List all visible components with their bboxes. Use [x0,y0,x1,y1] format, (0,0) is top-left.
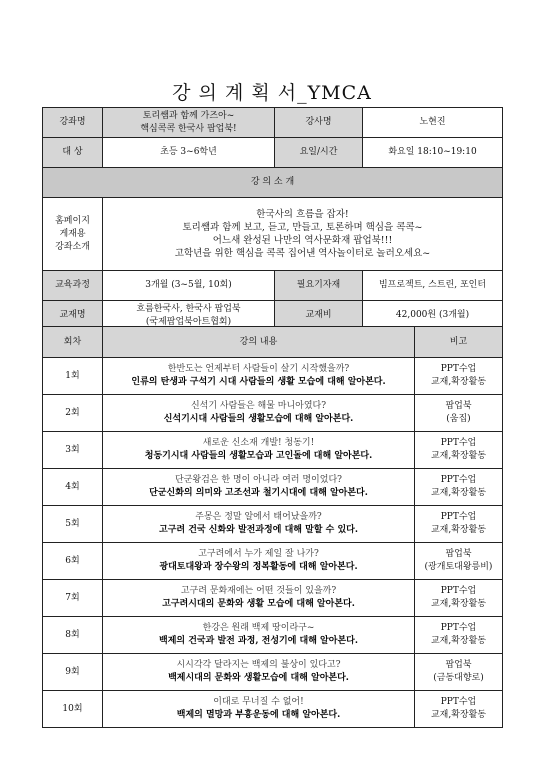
lecture-row [43,358,503,395]
lecture-content [103,432,415,469]
lecture-question: 단군왕검은 한 명이 아니라 여러 명이었다? [175,475,342,485]
lecture-question: 한강은 원래 백제 땅이라구~ [202,623,315,633]
textbook-label: 교재명 [43,301,103,331]
lecture-note: PPT수업 교재,확장활동 [415,506,503,543]
lecture-note-header: 비고 [415,327,503,358]
lecture-objective: 인류의 탄생과 구석기 시대 사람들의 생활 모습에 대해 알아본다. [131,377,386,387]
lecture-content [103,469,415,506]
lecture-question: 주몽은 정말 알에서 태어났을까? [195,512,322,522]
lecture-note: PPT수업 교재,확장활동 [415,358,503,395]
lecture-content [103,691,415,728]
lecture-objective: 고구려시대의 문화와 생활 모습에 대해 알아본다. [162,599,355,609]
teacher-value: 노현진 [363,108,503,138]
lecture-content [103,358,415,395]
lecture-num: 7회 [43,580,103,617]
lecture-content [103,543,415,580]
lecture-question: 고구려 문화재에는 어떤 것들이 있을까? [180,586,337,596]
lecture-num: 10회 [43,691,103,728]
lecture-schedule-table [42,326,503,728]
fee-label: 교재비 [275,301,363,331]
lecture-row [43,469,503,506]
lecture-content [103,580,415,617]
time-value: 화요일 18:10~19:10 [363,138,503,168]
material-label: 필요기자재 [275,271,363,301]
target-label: 대 상 [43,138,103,168]
lecture-row [43,691,503,728]
lecture-row [43,654,503,691]
lecture-content [103,617,415,654]
lecture-objective: 신석기시대 사람들의 생활모습에 대해 알아본다. [163,414,354,424]
lecture-objective: 단군신화의 의미와 고조선과 철기시대에 대해 알아본다. [149,488,368,498]
lecture-question: 한반도는 언제부터 사람들이 살기 시작했을까? [167,364,350,374]
teacher-label: 강사명 [275,108,363,138]
lecture-question: 이대로 무너질 수 없어! [213,697,304,707]
time-label: 요일/시간 [275,138,363,168]
lecture-note: PPT수업 교재,확장활동 [415,432,503,469]
course-name-label: 강좌명 [43,108,103,138]
lecture-objective: 백제의 건국과 발전 과정, 전성기에 대해 알아본다. [159,636,358,646]
lecture-note: PPT수업 교재,확장활동 [415,691,503,728]
lecture-content-header: 강의 내용 [103,327,415,358]
lecture-objective: 광대토대왕과 장수왕의 정복활동에 대해 알아본다. [159,562,358,572]
page-title: 강 의 계 획 서_YMCA [172,82,372,104]
material-value: 빔프로젝트, 스트린, 포인터 [363,271,503,301]
intro-label: 홈페이지 게재용 강좌소개 [43,198,103,271]
intro-section-header: 강 의 소 개 [43,168,503,198]
fee-value: 42,000원 (3개월) [363,301,503,331]
lecture-note: 팝업북 (움집) [415,395,503,432]
lecture-note: PPT수업 교재,확장활동 [415,469,503,506]
textbook-value: 흐름한국사, 한국사 팝업북 (국제팝업북아트협회) [103,301,275,331]
lecture-note: 팝업북 (금동대향로) [415,654,503,691]
lecture-content [103,506,415,543]
lecture-row [43,395,503,432]
lecture-num: 3회 [43,432,103,469]
lecture-row [43,617,503,654]
lecture-num: 6회 [43,543,103,580]
lecture-num-header: 회차 [43,327,103,358]
lecture-content [103,395,415,432]
lecture-objective: 백제의 멸망과 부흥운동에 대해 알아본다. [176,710,341,720]
lecture-row [43,543,503,580]
lecture-plan-table [42,107,503,331]
lecture-num: 8회 [43,617,103,654]
lecture-note: 팝업북 (광개토대왕릉비) [415,543,503,580]
lecture-objective: 고구려 건국 신화와 발전과정에 대해 말할 수 있다. [159,525,358,535]
target-value: 초등 3~6학년 [103,138,275,168]
period-value: 3개월 (3~5월, 10회) [103,271,275,301]
lecture-row [43,580,503,617]
period-label: 교육과정 [43,271,103,301]
lecture-note: PPT수업 교재,확장활동 [415,617,503,654]
lecture-num: 4회 [43,469,103,506]
lecture-note: PPT수업 교재,확장활동 [415,580,503,617]
lecture-question: 고구려에서 누가 제일 잘 나가? [198,549,319,559]
lecture-row [43,506,503,543]
lecture-question: 신석기 사람들은 해물 마니아였다? [190,401,327,411]
intro-text: 한국사의 흐름을 잡자! 토리쌤과 함께 보고, 듣고, 만들고, 토론하며 핵심을 콕콕~ 어느새 완성된 나만의 역사문화재 팝업북!!! 고학년을 위한 핵심을 콕콕 집어낸 역사놀이터로 놀러오세요~ [103,198,503,271]
lecture-num: 2회 [43,395,103,432]
lecture-num: 1회 [43,358,103,395]
lecture-content [103,654,415,691]
lecture-objective: 백제시대의 문화와 생활모습에 대해 알아본다. [168,673,349,683]
lecture-num: 5회 [43,506,103,543]
lecture-question: 시시각각 달라지는 백제의 불상이 있다고? [176,660,341,670]
lecture-objective: 청동기시대 사람들의 생활모습과 고인돌에 대해 알아본다. [144,451,373,461]
lecture-row [43,432,503,469]
lecture-num: 9회 [43,654,103,691]
lecture-question: 새로운 신소재 개발! 청동기! [202,438,315,448]
course-name-value: 토리쌤과 함께 가즈아~ 핵심콕콕 한국사 팝업북! [103,108,275,138]
